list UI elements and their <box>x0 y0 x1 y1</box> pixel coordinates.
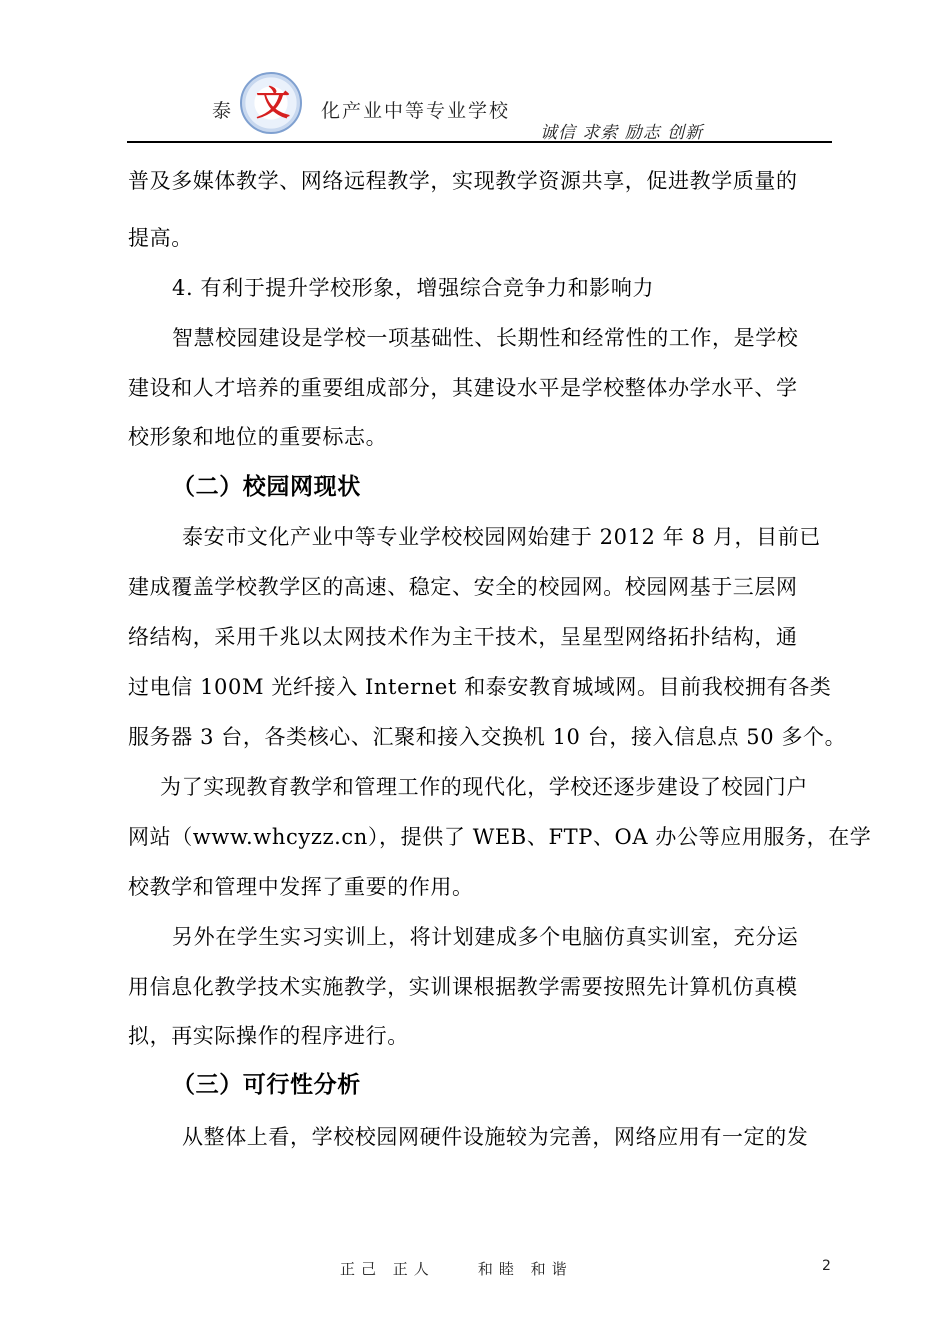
body-line: 建设和人才培养的重要组成部分，其建设水平是学校整体办学水平、学 <box>128 376 798 400</box>
body-line: 提高。 <box>128 226 193 250</box>
body-line: 普及多媒体教学、网络远程教学，实现教学资源共享，促进教学质量的 <box>128 169 798 193</box>
body-line: 智慧校园建设是学校一项基础性、长期性和经常性的工作，是学校 <box>172 326 799 350</box>
body-line: 为了实现教育教学和管理工作的现代化，学校还逐步建设了校园门户 <box>160 775 808 799</box>
body-line: 另外在学生实习实训上，将计划建成多个电脑仿真实训室，充分运 <box>172 925 799 949</box>
section-heading-3: （三）可行性分析 <box>172 1072 361 1098</box>
header-motto: 诚信 求索 励志 创新 <box>540 123 704 143</box>
body-line: 过电信 100M 光纤接入 Internet 和泰安教育城域网。目前我校拥有各类 <box>128 675 832 699</box>
logo-glyph: 文 <box>256 84 290 124</box>
body-line: 建成覆盖学校教学区的高速、稳定、安全的校园网。校园网基于三层网 <box>128 575 798 599</box>
body-line: 用信息化教学技术实施教学，实训课根据教学需要按照先计算机仿真模 <box>128 975 798 999</box>
section-heading-2: （二）校园网现状 <box>172 474 361 500</box>
body-line: 从整体上看，学校校园网硬件设施较为完善，网络应用有一定的发 <box>182 1125 809 1149</box>
body-line: 拟，再实际操作的程序进行。 <box>128 1024 409 1048</box>
school-name-left: 泰 <box>212 100 234 122</box>
body-line: 校形象和地位的重要标志。 <box>128 425 388 449</box>
body-line: 服务器 3 台，各类核心、汇聚和接入交换机 10 台，接入信息点 50 多个。 <box>128 725 847 749</box>
page-number: 2 <box>822 1258 831 1274</box>
school-name <box>212 96 510 123</box>
body-line: 泰安市文化产业中等专业学校校园网始建于 2012 年 8 月，目前已 <box>182 525 821 549</box>
body-line: 网站（www.whcyzz.cn），提供了 WEB、FTP、OA 办公等应用服务，在学 <box>128 825 872 849</box>
body-line: 校教学和管理中发挥了重要的作用。 <box>128 875 474 899</box>
body-line: 络结构，采用千兆以太网技术作为主干技术，呈星型网络拓扑结构，通 <box>128 625 798 649</box>
list-item-heading: 4. 有利于提升学校形象，增强综合竞争力和影响力 <box>172 276 655 300</box>
footer-motto: 正己 正人 和睦 和谐 <box>340 1260 573 1278</box>
school-name-right: 化产业中等专业学校 <box>321 100 511 122</box>
header-rule <box>127 141 832 143</box>
